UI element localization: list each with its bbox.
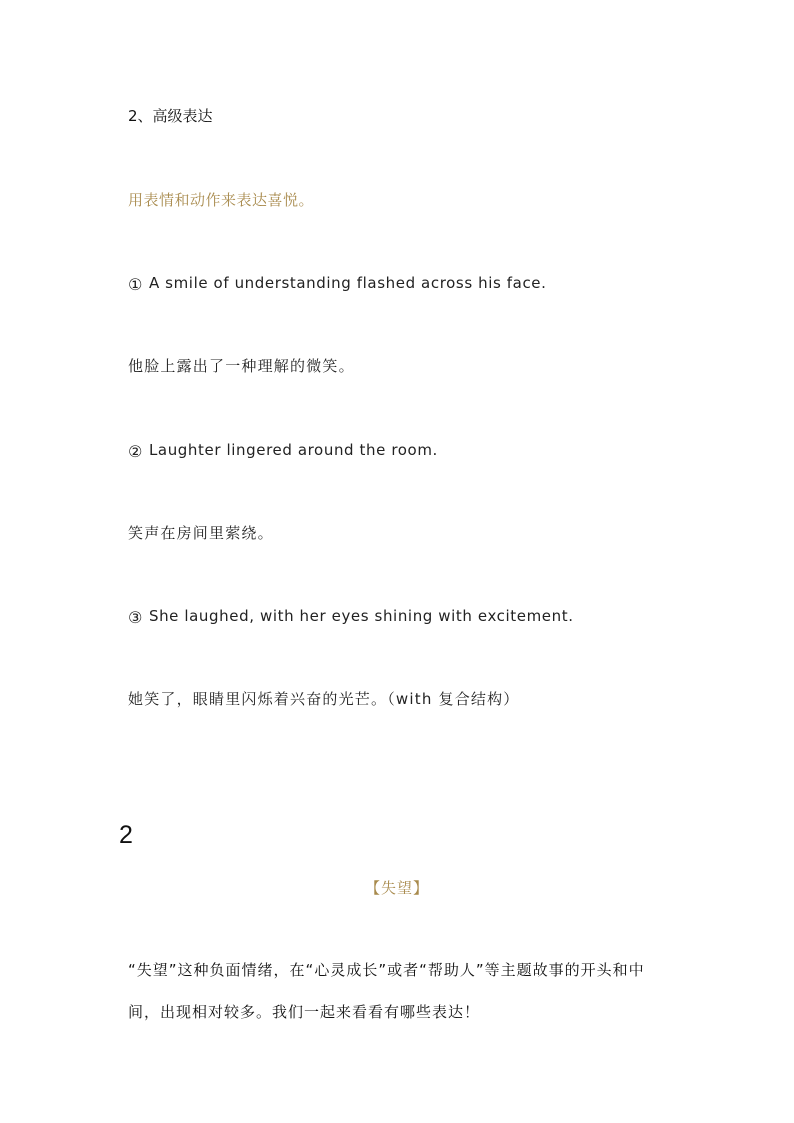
example-2-english <box>128 440 438 459</box>
paragraph-line-1: “失望”这种负面情绪，在“心灵成长”或者“帮助人”等主题故事的开头和中 <box>128 961 645 979</box>
example-3-english-text: She laughed, with her eyes shining with excitement. <box>148 607 574 625</box>
example-3-chinese: 她笑了，眼睛里闪烁着兴奋的光芒。（with 复合结构） <box>128 690 520 708</box>
example-1-marker: ① <box>128 275 143 294</box>
example-3-marker: ③ <box>128 608 143 627</box>
example-1-chinese: 他脸上露出了一种理解的微笑。 <box>128 357 355 375</box>
page-number: 2 <box>119 821 133 849</box>
intro-text: 用表情和动作来表达喜悦。 <box>128 191 315 209</box>
example-1-english <box>128 273 546 292</box>
paragraph-line-2: 间，出现相对较多。我们一起来看看有哪些表达！ <box>128 1003 481 1021</box>
example-3-english <box>128 606 574 625</box>
example-2-marker: ② <box>128 442 143 461</box>
section-title: 【失望】 <box>364 879 429 897</box>
example-1-english-text: A smile of understanding flashed across his face. <box>148 274 547 292</box>
example-2-english-text: Laughter lingered around the room. <box>148 441 438 459</box>
example-2-chinese: 笑声在房间里萦绕。 <box>128 524 274 542</box>
section-heading: 2、高级表达 <box>128 107 213 125</box>
